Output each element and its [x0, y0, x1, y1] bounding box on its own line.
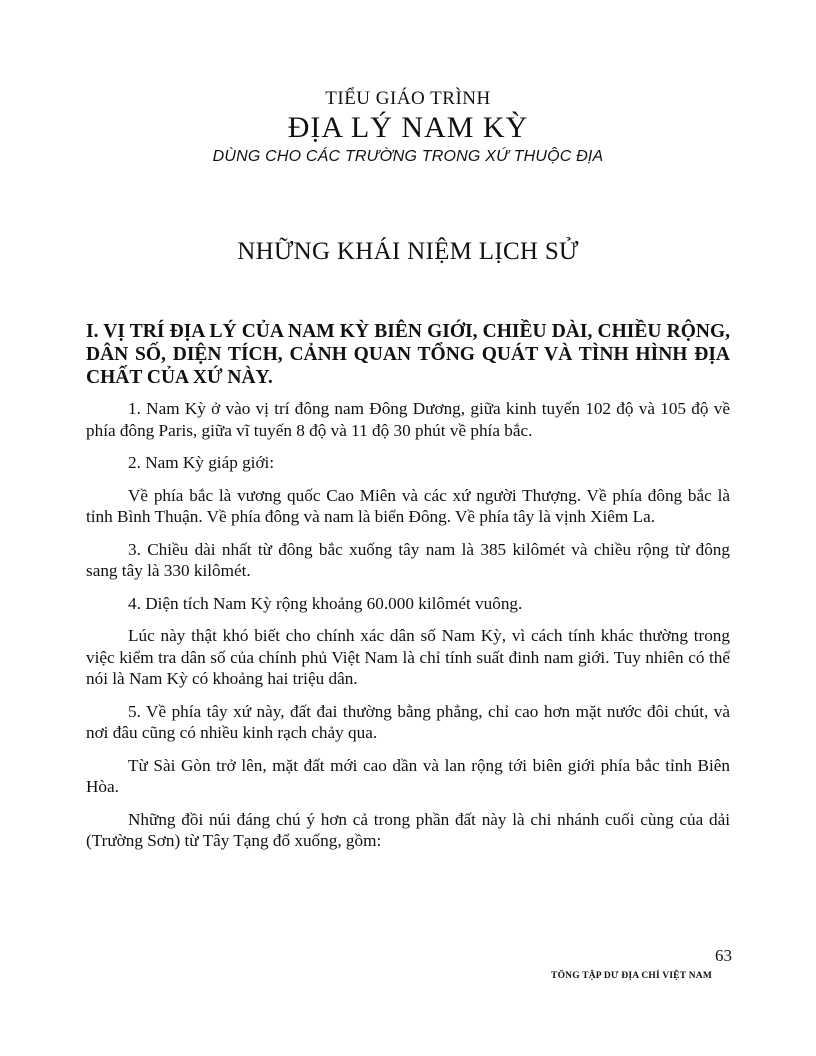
paragraph-4-area: 4. Diện tích Nam Kỳ rộng khoảng 60.000 kilômét vuông.	[128, 593, 523, 613]
book-title: ĐỊA LÝ NAM KỲ	[287, 111, 529, 144]
paragraph-3-dimensions: 3. Chiều dài nhất từ đông bắc xuống tây nam là 385 kilômét và chiều rộng từ đông sang tây là 330 kilômét.	[86, 539, 730, 580]
paragraph-5-terrain: 5. Về phía tây xứ này, đất đai thường bằng phẳng, chỉ cao hơn mặt nước đôi chút, và nơi đâu cũng có nhiều kinh rạch chảy qua.	[86, 701, 730, 742]
body-text	[86, 398, 730, 863]
chapter-title: NHỮNG KHÁI NIỆM LỊCH SỬ	[237, 238, 579, 265]
paragraph-saigon-elevation: Từ Sài Gòn trở lên, mặt đất mới cao dần và lan rộng tới biên giới phía bắc tỉnh Biên Hòa.	[86, 755, 730, 796]
paragraph-mountains: Những đồi núi đáng chú ý hơn cả trong phần đất này là chi nhánh cuối cùng của dải (Trường Sơn) từ Tây Tạng đổ xuống, gồm:	[86, 809, 730, 850]
paragraph-borders-detail: Về phía bắc là vương quốc Cao Miên và các xứ người Thượng. Về phía đông bắc là tỉnh Bình Thuận. Về phía đông và nam là biển Đông. Về phía tây là vịnh Xiêm La.	[86, 485, 730, 526]
section-heading: I. VỊ TRÍ ĐỊA LÝ CỦA NAM KỲ BIÊN GIỚI, CHIỀU DÀI, CHIỀU RỘNG, DÂN SỐ, DIỆN TÍCH, CẢNH QUAN TỔNG QUÁT VÀ TÌNH HÌNH ĐỊA CHẤT CỦA XỨ NÀY.	[86, 321, 730, 388]
paragraph-population: Lúc này thật khó biết cho chính xác dân số Nam Kỳ, vì cách tính khác thường trong việc kiểm tra dân số của chính phủ Việt Nam là chỉ tính suất đinh nam giới. Tuy nhiên có thể nói là Nam Kỳ có khoảng hai triệu dân.	[86, 626, 730, 688]
running-footer: TỔNG TẬP DƯ ĐỊA CHÍ VIỆT NAM	[551, 971, 712, 981]
paragraph-1-location: 1. Nam Kỳ ở vào vị trí đông nam Đông Dương, giữa kinh tuyến 102 độ và 105 độ về phía đông Paris, giữa vĩ tuyến 8 độ và 11 độ 30 phút về phía bắc.	[86, 399, 730, 440]
book-subtitle: DÙNG CHO CÁC TRƯỜNG TRONG XỨ THUỘC ĐỊA	[212, 148, 604, 165]
page-number: 63	[715, 946, 732, 965]
series-title: TIỂU GIÁO TRÌNH	[325, 88, 491, 109]
paragraph-2-borders-intro: 2. Nam Kỳ giáp giới:	[128, 453, 275, 472]
